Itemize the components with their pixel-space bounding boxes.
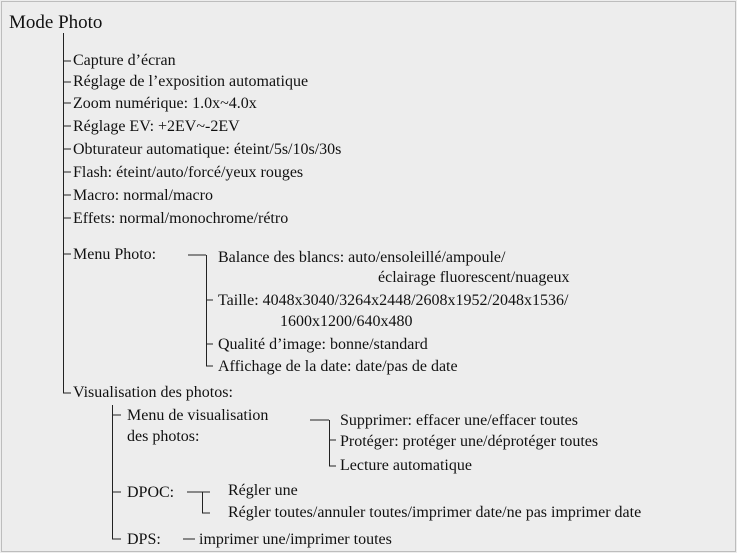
menu-photo-white-balance: Balance des blancs: auto/ensoleillé/ampoule/: [218, 249, 506, 266]
menu-photo-quality: Qualité d’image: bonne/standard: [218, 336, 428, 353]
playback-delete: Supprimer: effacer une/effacer toutes: [340, 412, 578, 429]
menu-photo-white-balance-cont: éclairage fluorescent/nuageux: [378, 269, 570, 286]
diagram-title: Mode Photo: [9, 12, 103, 33]
dps-value: imprimer une/imprimer toutes: [199, 531, 392, 548]
menu-photo-size: Taille: 4048x3040/3264x2448/2608x1952/2048x1536/: [218, 292, 569, 309]
item-capture: Capture d’écran: [73, 52, 176, 69]
menu-photo-date: Affichage de la date: date/pas de date: [218, 358, 458, 375]
dpoc-set-one: Régler une: [228, 482, 298, 499]
connector-trunk-main: [64, 33, 72, 393]
item-zoom: Zoom numérique: 1.0x~4.0x: [73, 95, 257, 112]
dpoc-set-all: Régler toutes/annuler toutes/imprimer date/ne pas imprimer date: [228, 504, 642, 521]
dps-label: DPS:: [127, 531, 161, 548]
playback-menu-label-cont: des photos:: [127, 428, 200, 445]
playback-label: Visualisation des photos:: [73, 384, 233, 401]
connector-trunk-playback: [113, 405, 122, 539]
playback-protect: Protéger: protéger une/déprotéger toutes: [340, 433, 599, 450]
item-flash: Flash: éteint/auto/forcé/yeux rouges: [73, 164, 304, 181]
item-macro: Macro: normal/macro: [73, 187, 213, 204]
item-ev: Réglage EV: +2EV~-2EV: [73, 118, 240, 135]
item-shutter: Obturateur automatique: éteint/5s/10s/30s: [73, 141, 342, 158]
playback-menu-label: Menu de visualisation: [127, 407, 269, 424]
connector-trunk-menu-photo: [207, 255, 214, 366]
menu-photo-label: Menu Photo:: [73, 246, 157, 263]
connector-trunk-playback-menu: [330, 420, 337, 466]
connector-trunk-dpoc: [203, 492, 211, 513]
dpoc-label: DPOC:: [127, 484, 175, 501]
playback-slideshow: Lecture automatique: [340, 457, 472, 474]
item-exposure: Réglage de l’exposition automatique: [73, 73, 309, 90]
item-effects: Effets: normal/monochrome/rétro: [73, 210, 289, 227]
menu-photo-size-cont: 1600x1200/640x480: [280, 313, 413, 330]
